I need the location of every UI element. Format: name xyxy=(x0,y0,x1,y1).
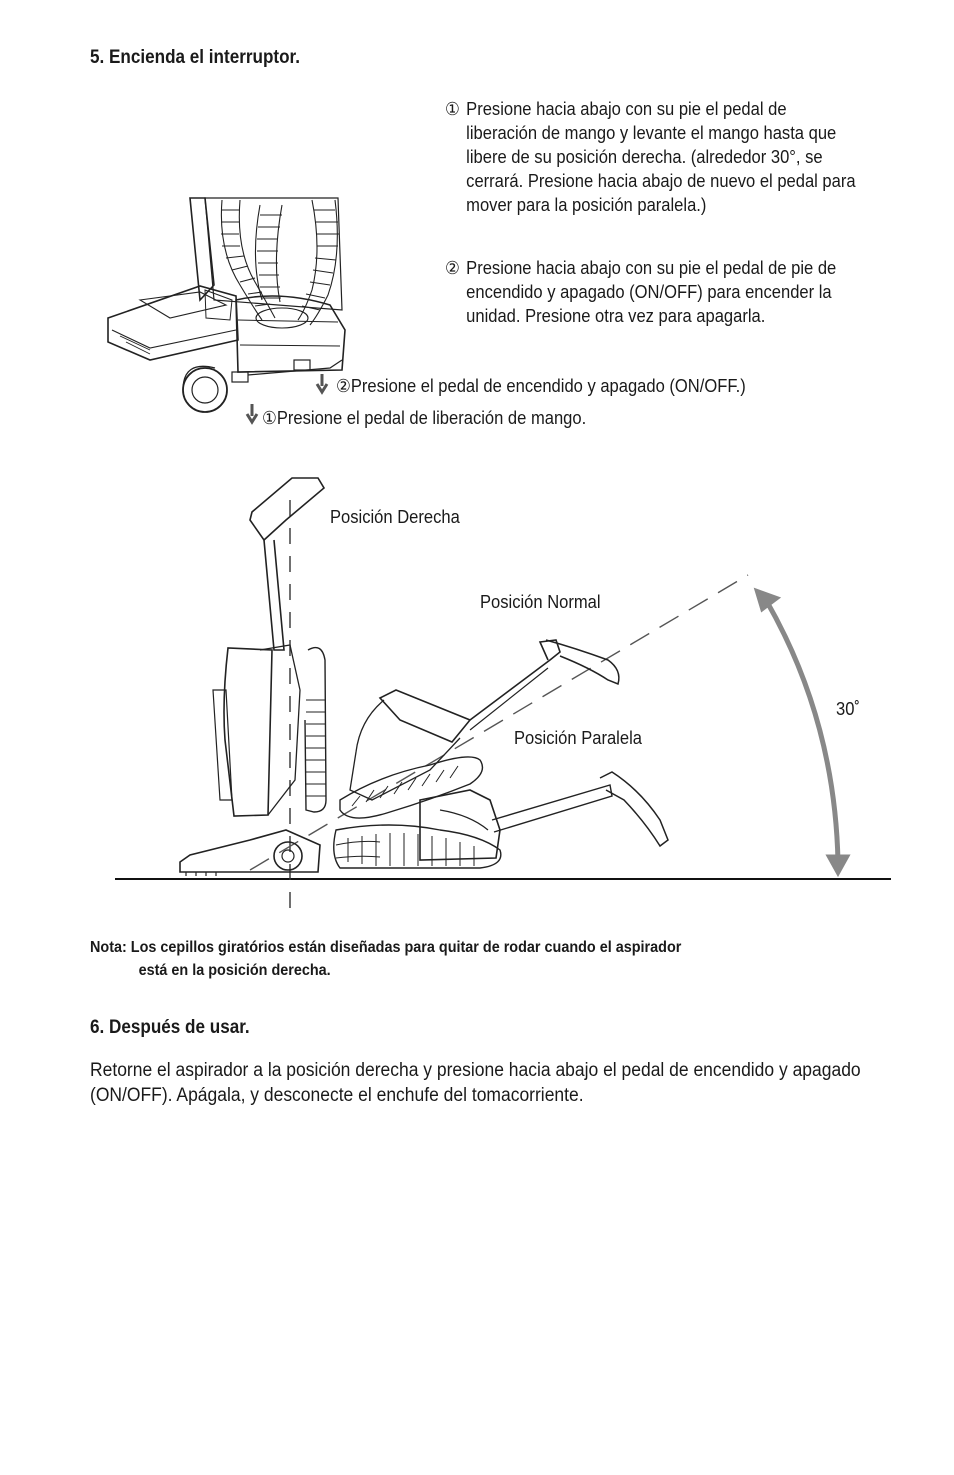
step-2-marker: ② xyxy=(445,258,460,278)
note-line-2: está en la posición derecha. xyxy=(138,962,331,979)
label-upright-position: Posición Derecha xyxy=(330,507,460,527)
section-6-heading: 6. Después de usar. xyxy=(90,1017,250,1038)
callout-release-pedal: ①Presione el pedal de liberación de mango. xyxy=(262,408,587,428)
instruction-step-1 xyxy=(445,97,859,217)
instruction-step-2 xyxy=(445,256,859,328)
angle-arrow xyxy=(756,590,848,874)
label-normal-position: Posición Normal xyxy=(480,592,601,612)
label-parallel-position: Posición Paralela xyxy=(514,728,642,748)
step-2-text: Presione hacia abajo con su pie el pedal de pie de encendido y apagado (ON/OFF) para encender la unidad. Presione otra vez para apagarla. xyxy=(466,258,837,326)
section-6-paragraph: Retorne el aspirador a la posición derecha y presione hacia abajo el pedal de encendido y apagado (ON/OFF). Apágala, y desconecte el enchufe del tomacorriente. xyxy=(90,1060,861,1106)
label-angle: 30˚ xyxy=(836,699,860,719)
step-1-marker: ① xyxy=(445,99,460,119)
note-line-1: Nota: Los cepillos giratórios están diseñadas para quitar de rodar cuando el aspirador xyxy=(90,939,682,956)
step-1-text: Presione hacia abajo con su pie el pedal de liberación de mango y levante el mango hasta que libere de su posición derecha. (alrededor 30°, se cerrará. Presione hacia abajo de nuevo el pedal para mover para la posición paralela.) xyxy=(466,99,856,215)
section-5-heading: 5. Encienda el interruptor. xyxy=(90,47,301,68)
vacuum-parallel xyxy=(334,772,668,868)
positions-diagram xyxy=(115,478,891,918)
callout-power-pedal: ②Presione el pedal de encendido y apagado (ON/OFF.) xyxy=(336,376,746,396)
vacuum-top-illustration xyxy=(108,198,345,422)
note-block xyxy=(90,936,828,982)
vacuum-upright xyxy=(180,478,326,876)
